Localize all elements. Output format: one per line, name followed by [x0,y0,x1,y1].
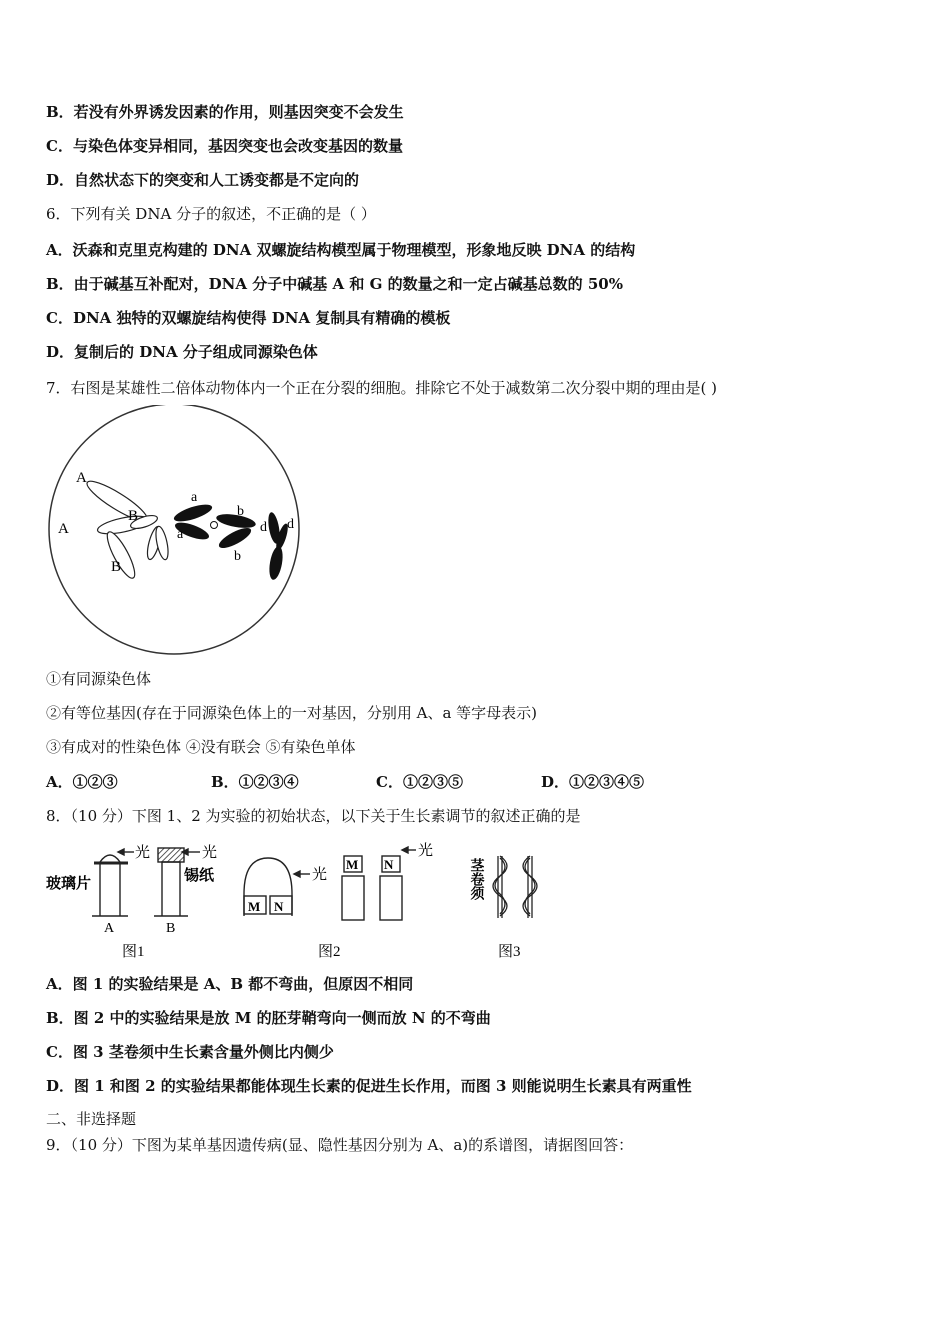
chromosome-ab [172,501,257,552]
q5-option-c: C．与染色体变异相同，基因突变也会改变基因的数量 [46,137,403,155]
q6-option-c: C．DNA 独特的双螺旋结构使得 DNA 复制具有精确的模板 [46,309,451,327]
q6-option-d: D．复制后的 DNA 分子组成同源染色体 [46,343,318,361]
q8-option-c: C．图 3 茎卷须中生长素含量外侧比内侧少 [46,1043,334,1061]
fig1-label-B: B [166,921,176,936]
q7-statement-1: ①有同源染色体 [46,670,152,688]
fig2-label-N2: N [384,857,394,872]
q5-option-d: D．自然状态下的突变和人工诱变都是不定向的 [46,171,360,189]
label-b-bottom: b [234,549,241,564]
q7-option-a: A．①②③ [46,773,118,791]
label-a-left: a [177,527,184,542]
q8-option-d: D．图 1 和图 2 的实验结果都能体现生长素的促进生长作用，而图 3 则能说明生长素具有两重性 [46,1077,692,1095]
fig3-tendril-2 [523,856,537,918]
fig2-light-arrow [294,871,310,877]
q7-option-c: C．①②③⑤ [376,773,463,791]
fig1-light-label: 光 [135,845,151,861]
q5-option-b: B．若没有外界诱发因素的作用，则基因突变不会发生 [46,103,404,121]
fig1-label-A: A [104,921,115,936]
q8-option-b: B．图 2 中的实验结果是放 M 的胚芽鞘弯向一侧而放 N 的不弯曲 [46,1009,491,1027]
fig1-coleoptile-B [154,848,188,916]
fig1-caption: 图1 [122,944,145,960]
q7-option-b: B．①②③④ [211,773,299,791]
label-A-top: A [76,470,87,486]
q6-option-a: A．沃森和克里克构建的 DNA 双螺旋结构模型属于物理模型，形象地反映 DNA 的结构 [46,241,636,259]
fig1-light-label-2: 光 [202,845,218,861]
fig1-foil-label: 锡纸 [184,868,215,884]
q7-option-d: D．①②③④⑤ [541,773,645,791]
q7-stem: 7．右图是某雄性二倍体动物体内一个正在分裂的细胞。排除它不处于减数第二次分裂中期的理由是( ) [46,379,718,397]
section-heading: 二、非选择题 [46,1110,137,1128]
q9-stem: 9．（10 分）下图为某单基因遗传病(显、隐性基因分别为 A、a)的系谱图，请据图回答： [46,1136,634,1154]
label-d-left: d [260,520,267,535]
q6-option-b: B．由于碱基互补配对，DNA 分子中碱基 A 和 G 的数量之和一定占碱基总数的 50% [46,275,623,293]
q8-option-a: A．图 1 的实验结果是 A、B 都不弯曲，但原因不相同 [46,975,414,993]
cell-division-figure [40,405,310,655]
fig3-tendril-1 [493,856,507,918]
fig3-tendril-label: 茎卷须 [468,858,484,900]
q8-stem: 8．（10 分）下图 1、2 为实验的初始状态，以下关于生长素调节的叙述正确的是 [46,807,581,825]
auxin-experiment-figure [40,836,560,964]
fig2-caption: 图2 [318,944,341,960]
label-d-right: d [287,517,294,532]
fig1-glass-label: 玻璃片 [46,876,92,892]
label-B-bottom: B [111,559,122,575]
label-B-right: B [128,508,139,524]
fig2-light-label: 光 [312,867,328,883]
label-a-top: a [191,490,198,505]
fig3-caption: 图3 [498,944,521,960]
q6-stem: 6．下列有关 DNA 分子的叙述，不正确的是（ ） [46,205,376,223]
label-b-right: b [237,504,244,519]
fig1-coleoptile-A [92,855,128,916]
fig2-label-N: N [274,899,284,914]
fig2-label-M: M [248,899,261,914]
fig2-label-M2: M [346,857,359,872]
fig2-light-arrow-2 [402,847,416,853]
fig2-light-label-2: 光 [418,843,434,859]
chromosome-small [145,525,171,560]
q7-statement-3: ③有成对的性染色体 ④没有联会 ⑤有染色单体 [46,738,356,756]
q7-statement-2: ②有等位基因(存在于同源染色体上的一对基因，分别用 A、a 等字母表示) [46,704,538,722]
label-A-left: A [58,521,69,537]
